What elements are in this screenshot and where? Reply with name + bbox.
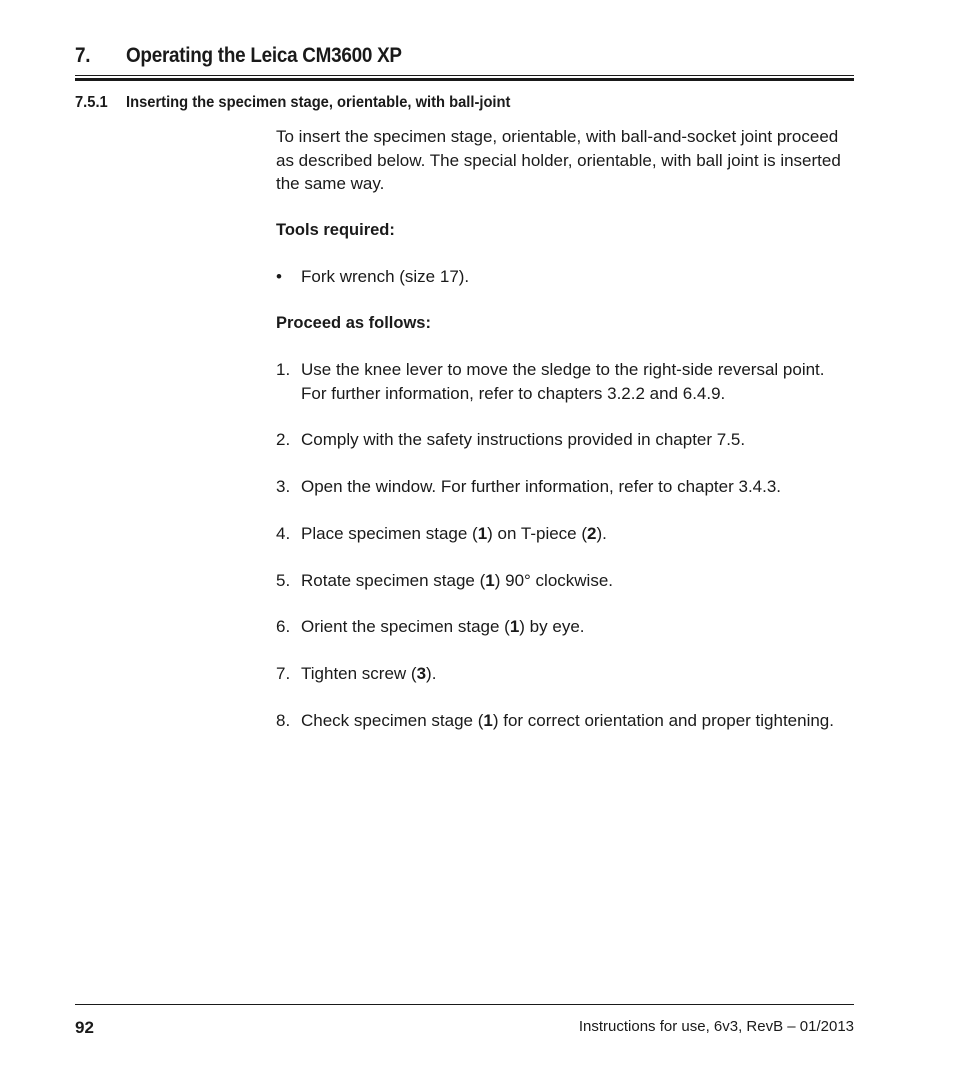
step-text: Open the window. For further information, refer to chapter 3.4.3.	[301, 477, 782, 497]
item-reference: 1	[509, 617, 520, 637]
step-text-part: Rotate specimen stage (	[301, 570, 486, 590]
item-reference: 1	[485, 570, 495, 590]
section-title: Inserting the specimen stage, orientable, with ball-joint	[126, 94, 511, 111]
section-heading	[75, 94, 854, 116]
step-item	[276, 475, 854, 499]
step-item	[276, 358, 854, 405]
header-divider	[75, 75, 854, 82]
item-reference: 1	[483, 711, 493, 731]
tools-list	[276, 265, 854, 289]
step-number: 5.	[276, 570, 291, 590]
step-item	[276, 662, 854, 686]
step-number: 4.	[276, 523, 291, 543]
step-text-part: ).	[426, 664, 437, 684]
chapter-title: Operating the Leica CM3600 XP	[126, 44, 402, 67]
step-text-part: ) by eye.	[519, 617, 585, 637]
header-divider-thick	[75, 78, 854, 81]
page-number: 92	[75, 1018, 94, 1037]
step-item	[276, 615, 854, 639]
step-text-part: ) 90° clockwise.	[494, 570, 614, 590]
step-number: 6.	[276, 617, 291, 637]
step-item	[276, 569, 854, 593]
item-reference: 3	[416, 664, 427, 684]
chapter-number: 7.	[75, 44, 91, 67]
step-text-part: ) for correct orientation and proper tightening.	[492, 711, 834, 731]
step-number: 2.	[276, 430, 291, 450]
step-item	[276, 709, 854, 733]
item-reference: 1	[477, 523, 488, 543]
chapter-header	[75, 44, 854, 72]
step-text: Use the knee lever to move the sledge to the right-side reversal point. For further information, refer to chapters 3.2.2 and 6.4.9.	[301, 360, 825, 403]
step-text-part: Place specimen stage (	[301, 523, 478, 543]
steps-list	[276, 358, 854, 733]
bullet-marker: •	[276, 267, 282, 286]
header-divider-thin	[75, 75, 854, 76]
step-item	[276, 522, 854, 546]
step-number: 3.	[276, 477, 291, 497]
step-item	[276, 428, 854, 452]
step-text-part: ).	[596, 523, 607, 543]
document-info: Instructions for use, 6v3, RevB – 01/2013	[578, 1018, 854, 1035]
proceed-heading: Proceed as follows:	[276, 313, 431, 332]
step-text-part: Check specimen stage (	[301, 711, 484, 731]
intro-paragraph: To insert the specimen stage, orientable, with ball-and-socket joint proceed as described below. The special holder, orientable, with ball joint is inserted the same way.	[276, 127, 841, 193]
step-number: 8.	[276, 711, 291, 731]
item-reference: 2	[587, 523, 597, 543]
list-item	[276, 265, 854, 289]
main-content	[276, 125, 854, 756]
tools-heading: Tools required:	[276, 220, 395, 239]
section-number: 7.5.1	[75, 94, 108, 111]
tool-text: Fork wrench (size 17).	[301, 267, 470, 286]
step-number: 7.	[276, 664, 291, 684]
step-text: Comply with the safety instructions provided in chapter 7.5.	[301, 430, 746, 450]
footer-divider	[75, 1004, 854, 1005]
step-text-part: Tighten screw (	[301, 664, 417, 684]
step-number: 1.	[276, 360, 291, 379]
step-text-part: ) on T-piece (	[487, 523, 588, 543]
step-text-part: Orient the specimen stage (	[301, 617, 510, 637]
